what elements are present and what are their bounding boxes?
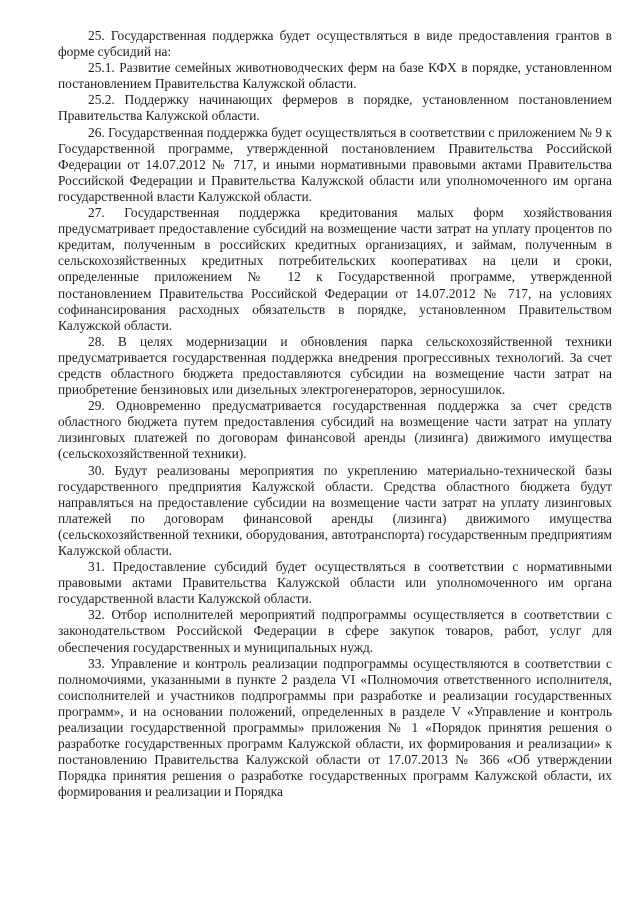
paragraph-25-1: 25.1. Развитие семейных животноводческих ферм на базе КФХ в порядке, установленном постановлением Правительства Калужской области. (58, 60, 612, 92)
paragraph-33: 33. Управление и контроль реализации подпрограммы осуществляются в соответствии с полномочиями, указанными в пункте 2 раздела VI «Полномочия ответственного исполнителя, соисполнителей и участников подпрограммы при разработке и реализации государственных программ», и на основании положений, определенных в разделе V «Управление и контроль реализации государственной программы» приложения № 1 «Порядок принятия решения о разработке государственных программ Калужской области, их формирования и реализации» к постановлению Правительства Калужской области от 17.07.2013 № 366 «Об утверждении Порядка принятия решения о разработке государственных программ Калужской области, их формирования и реализации и Порядка (58, 655, 612, 800)
paragraph-28: 28. В целях модернизации и обновления парка сельскохозяйственной техники предусматривается государственная поддержка внедрения прогрессивных технологий. За счет средств областного бюджета предоставляются субсидии на возмещение части затрат на приобретение бензиновых или дизельных электрогенераторов, зерносушилок. (58, 333, 612, 398)
paragraph-29: 29. Одновременно предусматривается государственная поддержка за счет средств областного бюджета путем предоставления субсидий на возмещение части затрат на уплату лизинговых платежей по договорам финансовой аренды (лизинга) движимого имущества (сельскохозяйственной техники). (58, 398, 612, 462)
paragraph-27: 27. Государственная поддержка кредитования малых форм хозяйствования предусматривает предоставление субсидий на возмещение части затрат на уплату процентов по кредитам, полученным в российских кредитных организациях, и займам, полученным в сельскохозяйственных кредитных потребительских кооперативах на цели и сроки, определенные приложением № 12 к Государственной программе, утвержденной постановлением Правительства Российской Федерации от 14.07.2012 № 717, на условиях софинансирования расходных обязательств в порядке, установленном Правительством Калужской области. (58, 205, 612, 333)
document-body (58, 28, 612, 801)
paragraph-32: 32. Отбор исполнителей мероприятий подпрограммы осуществляется в соответствии с законодательством Российской Федерации в сфере закупок товаров, работ, услуг для обеспечения государственных и муниципальных нужд. (58, 607, 612, 655)
paragraph-26: 26. Государственная поддержка будет осуществляться в соответствии с приложением № 9 к Государственной программе, утвержденной постановлением Правительства Российской Федерации от 14.07.2012 № 717, и иными нормативными правовыми актами Правительства Российской Федерации и Правительства Калужской области или уполномоченного им органа государственной власти Калужской области. (58, 124, 612, 204)
paragraph-30: 30. Будут реализованы мероприятия по укреплению материально-технической базы государственного предприятия Калужской области. Средства областного бюджета будут направляться на предоставление субсидии на возмещение части затрат на уплату лизинговых платежей по договорам финансовой аренды (лизинга) движимого имущества (сельскохозяйственной техники, оборудования, автотранспорта) государственным предприятиям Калужской области. (58, 462, 612, 558)
paragraph-25: 25. Государственная поддержка будет осуществляться в виде предоставления грантов в форме субсидий на: (58, 28, 612, 60)
paragraph-31: 31. Предоставление субсидий будет осуществляться в соответствии с нормативными правовыми актами Правительства Калужской области или уполномоченного им органа государственной власти Калужской области. (58, 559, 612, 607)
paragraph-25-2: 25.2. Поддержку начинающих фермеров в порядке, установленном постановлением Правительства Калужской области. (58, 92, 612, 124)
